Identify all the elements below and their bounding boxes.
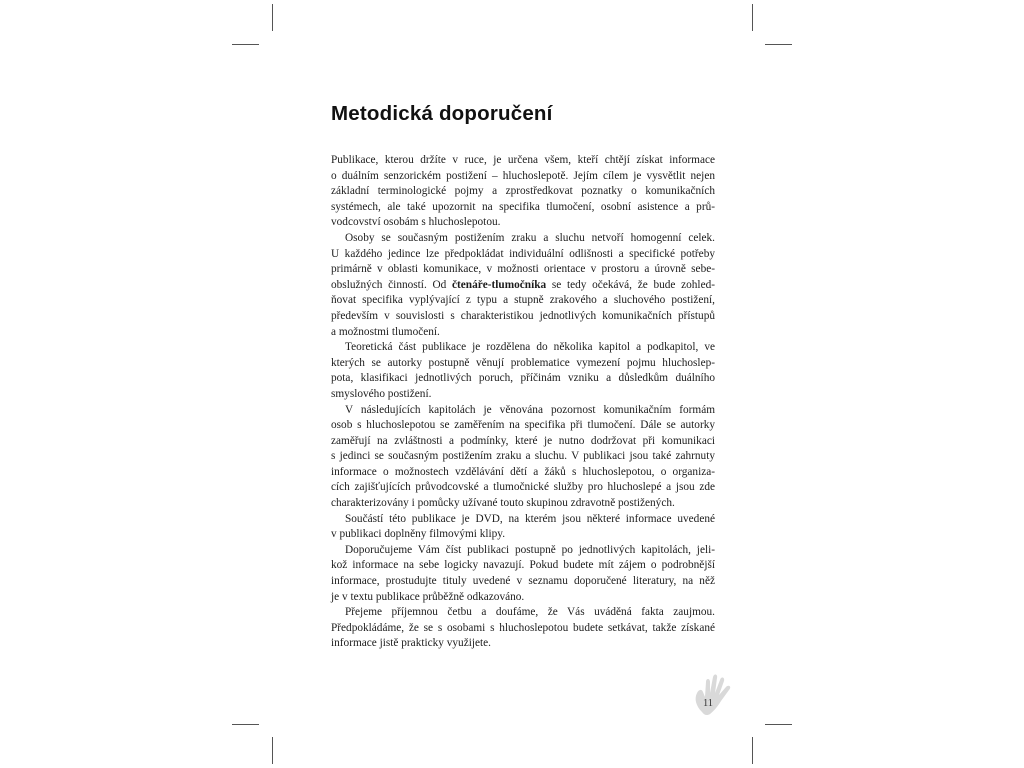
hand-icon — [688, 672, 740, 718]
text-segment: Osoby se současným postižením zraku a sluchu netvoří homogenní celek. — [345, 231, 715, 244]
text-segment: kož informace na sebe logicky navazují. Pokud budete mít zájem o podrobnější — [331, 559, 715, 572]
text-segment: charakterizovány i pomůcky užívané touto skupinou zdravotně postižených. — [331, 497, 675, 510]
text-line — [331, 371, 715, 387]
crop-mark — [752, 4, 753, 31]
text-line — [331, 403, 715, 419]
text-segment: zaměřují na zvláštnosti a podmínky, které je nutno dodržovat při komunikaci — [331, 434, 715, 447]
text-segment: a možnostmi tlumočení. — [331, 325, 440, 338]
text-segment: pota, klasifikaci jednotlivých poruch, příčinám vzniku a důsledkům duálního — [331, 372, 715, 385]
text-segment: Přejeme příjemnou četbu a doufáme, že Vás uváděná fakta zaujmou. — [345, 606, 715, 619]
text-line — [331, 215, 715, 231]
crop-mark — [232, 44, 259, 45]
text-line — [331, 605, 715, 621]
text-line — [331, 325, 715, 341]
crop-mark — [765, 724, 792, 725]
text-line — [331, 153, 715, 169]
text-line — [331, 621, 715, 637]
text-segment: informace o možnostech vzdělávání dětí a žáků s hluchoslepotou, o organiza- — [331, 465, 715, 478]
text-segment: o duálním senzorickém postižení – hluchoslepotě. Jejím cílem je vysvětlit nejen — [331, 169, 715, 182]
text-segment: ňovat specifika vyplývající z typu a stupně zrakového a sluchového postižení, — [331, 294, 715, 307]
text-line — [331, 247, 715, 263]
text-segment: především v souvislosti s charakteristikou jednotlivých komunikačních přístupů — [331, 309, 715, 322]
text-segment: obslužných činností. Od — [331, 278, 453, 291]
text-line — [331, 527, 715, 543]
text-line — [331, 449, 715, 465]
crop-mark — [232, 724, 259, 725]
text-segment: U každého jedince lze předpokládat individuální odlišnosti a specifické potřeby — [331, 247, 715, 260]
text-segment: v publikaci doplněny filmovými klipy. — [331, 528, 506, 541]
text-segment: Součástí této publikace je DVD, na kterém jsou některé informace uvedené — [345, 512, 715, 525]
text-line — [331, 480, 715, 496]
text-line — [331, 496, 715, 512]
text-line — [331, 512, 715, 528]
text-line — [331, 558, 715, 574]
text-segment: kterých se autorky postupně věnují problematice vymezení pojmu hluchoslep- — [331, 356, 715, 369]
crop-mark — [272, 4, 273, 31]
text-line — [331, 262, 715, 278]
text-segment: Teoretická část publikace je rozdělena do několika kapitol a podkapitol, ve — [345, 341, 715, 354]
text-segment: informace jistě prakticky využijete. — [331, 637, 491, 650]
text-segment: je v textu publikace průběžně odkazováno. — [331, 590, 525, 603]
text-segment: osob s hluchoslepotou se zaměřením na specifika při tlumočení. Dále se autorky — [331, 419, 715, 432]
text-segment: vodcovství osobám s hluchoslepotou. — [331, 216, 501, 229]
page-title: Metodická doporučení — [331, 102, 553, 125]
text-segment: se tedy očekává, že bude zohled- — [546, 278, 715, 291]
text-segment: primárně v oblasti komunikace, v možnosti orientace v prostoru a úrovně sebe- — [331, 263, 715, 276]
text-line — [331, 465, 715, 481]
text-line — [331, 636, 715, 652]
crop-mark — [752, 737, 753, 764]
page-number: 11 — [702, 698, 714, 709]
text-line — [331, 340, 715, 356]
text-segment: cích zajišťujících průvodcovské a tlumočnické služby pro hluchoslepé a jsou zde — [331, 481, 715, 494]
text-segment: informace, prostudujte tituly uvedené v seznamu doporučené literatury, na něž — [331, 575, 715, 588]
text-line — [331, 434, 715, 450]
text-line — [331, 356, 715, 372]
text-segment: V následujících kapitolách je věnována pozornost komunikačním formám — [345, 403, 715, 416]
text-line — [331, 169, 715, 185]
text-line — [331, 278, 715, 294]
body-text — [331, 153, 715, 652]
text-segment: s jedinci se současným postižením zraku a sluchu. V publikaci jsou také zahrnuty — [331, 450, 715, 463]
text-line — [331, 200, 715, 216]
crop-mark — [765, 44, 792, 45]
text-segment: systémech, ale také upozornit na specifika tlumočení, osobní asistence a prů- — [331, 200, 715, 213]
text-segment: smyslového postižení. — [331, 387, 432, 400]
text-segment: Předpokládáme, že se s osobami s hluchoslepotou budete setkávat, takže získané — [331, 621, 715, 634]
text-line — [331, 590, 715, 606]
text-line — [331, 543, 715, 559]
text-line — [331, 309, 715, 325]
text-segment: základní terminologické pojmy a zprostředkovat poznatky o komunikačních — [331, 185, 715, 198]
text-line — [331, 184, 715, 200]
crop-mark — [272, 737, 273, 764]
text-segment: Doporučujeme Vám číst publikaci postupně po jednotlivých kapitolách, jeli- — [345, 543, 715, 556]
text-segment: Publikace, kterou držíte v ruce, je určena všem, kteří chtějí získat informace — [331, 154, 715, 166]
text-line — [331, 418, 715, 434]
bold-term: čtenáře-tlumočníka — [452, 278, 547, 291]
text-line — [331, 231, 715, 247]
text-line — [331, 387, 715, 403]
text-line — [331, 293, 715, 309]
text-line — [331, 574, 715, 590]
